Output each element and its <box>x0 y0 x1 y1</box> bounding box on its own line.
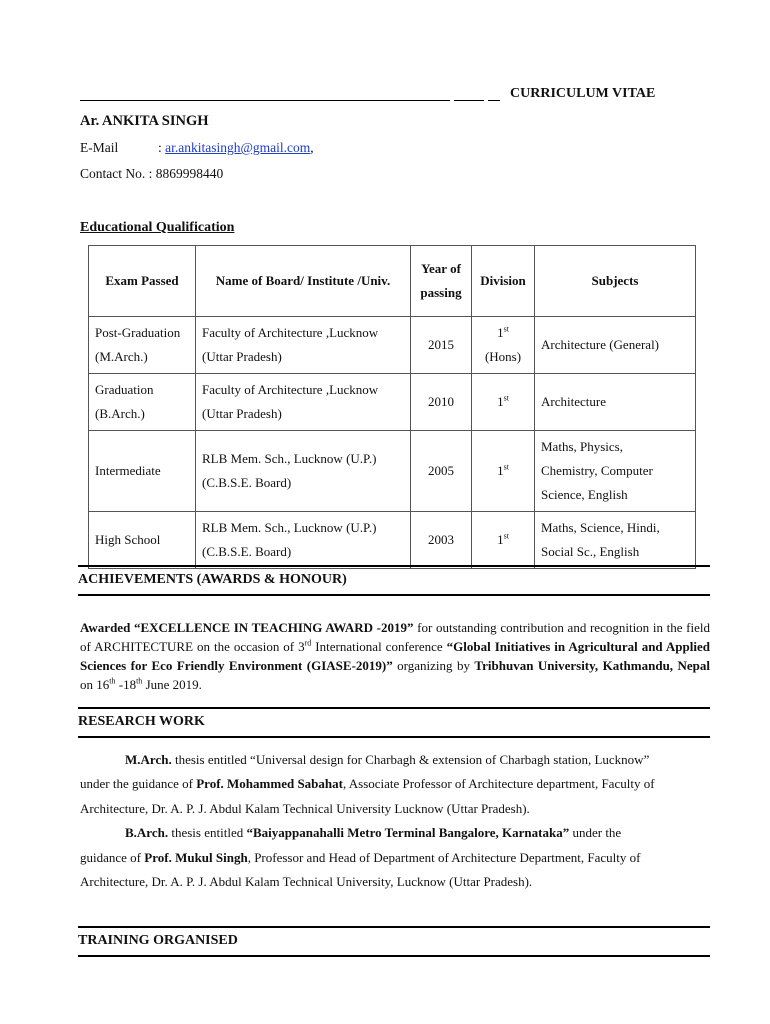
ordinal-suffix: th <box>109 676 116 686</box>
board-name: Faculty of Architecture ,Lucknow <box>202 382 379 397</box>
subjects-cell: Architecture <box>535 374 696 431</box>
achievements-paragraph <box>80 618 710 694</box>
education-heading: Educational Qualification <box>80 220 235 235</box>
table-row <box>89 431 696 512</box>
awarded-label: Awarded <box>80 620 134 635</box>
year-cell: 2010 <box>411 374 472 431</box>
board-type: (C.B.S.E. Board) <box>202 544 292 559</box>
division-cell <box>472 512 535 569</box>
award-date: -18 <box>115 677 137 692</box>
email-suffix: , <box>310 140 314 155</box>
email-label: E-Mail <box>80 140 119 155</box>
research-text: under the guidance of <box>80 776 197 791</box>
board-name: RLB Mem. Sch., Lucknow (U.P.) <box>202 520 377 535</box>
thesis-title: thesis entitled “Universal design for Charbagh & extension of Charbagh station, Lucknow” <box>171 752 650 767</box>
board-type: (C.B.S.E. Board) <box>202 475 292 490</box>
division-suffix: st <box>503 531 509 541</box>
contact-label: Contact No. : <box>80 166 153 181</box>
research-heading: RESEARCH WORK <box>78 707 710 738</box>
division-suffix: st <box>503 324 509 334</box>
header-dash <box>488 100 500 101</box>
year-header-line: passing <box>420 285 462 300</box>
conference-name: “Global Initiatives in Agricultural and Applied Sciences for Eco Friendly Environment (GIASE-2019)” <box>80 639 710 673</box>
table-row <box>89 317 696 374</box>
year-header-line: Year of <box>421 261 461 276</box>
board-cell <box>196 431 411 512</box>
email-separator: : <box>158 140 162 155</box>
thesis-title: “Baiyappanahalli Metro Terminal Bangalore, Karnataka” <box>246 825 570 840</box>
document-title: CURRICULUM VITAE <box>510 86 656 101</box>
subjects-cell <box>535 431 696 512</box>
exam-degree: (B.Arch.) <box>95 406 145 421</box>
training-heading: TRAINING ORGANISED <box>78 926 710 957</box>
division-suffix: st <box>503 462 509 472</box>
guide-name: Prof. Mukul Singh <box>144 850 248 865</box>
subjects-line: Maths, Science, Hindi, <box>541 520 660 535</box>
research-text: , Associate Professor of Architecture department, Faculty of <box>342 776 655 791</box>
research-text: under the <box>569 825 622 840</box>
year-cell: 2015 <box>411 317 472 374</box>
bachelors-thesis-label: B.Arch. <box>125 825 169 840</box>
mastersthesis-label: M.Arch. <box>125 752 172 767</box>
division-value: 1 <box>497 463 504 478</box>
column-header: Division <box>472 246 535 317</box>
subjects-line: Science, English <box>541 487 628 502</box>
ordinal-suffix: th <box>136 676 143 686</box>
header-rule <box>80 100 450 101</box>
subjects-cell <box>535 512 696 569</box>
board-name: Faculty of Architecture ,Lucknow <box>202 325 379 340</box>
table-row <box>89 374 696 431</box>
research-text: thesis entitled <box>168 825 247 840</box>
year-cell: 2003 <box>411 512 472 569</box>
column-header: Subjects <box>535 246 696 317</box>
subjects-cell: Architecture (General) <box>535 317 696 374</box>
division-value: 1 <box>497 325 504 340</box>
award-text: International conference <box>311 639 447 654</box>
division-honours: (Hons) <box>484 349 522 364</box>
research-text: guidance of <box>80 850 145 865</box>
board-name: RLB Mem. Sch., Lucknow (U.P.) <box>202 451 377 466</box>
contact-number: 8869998440 <box>155 166 224 181</box>
award-date: June 2019. <box>142 677 202 692</box>
exam-cell <box>89 374 196 431</box>
ordinal-suffix: rd <box>304 638 312 648</box>
subjects-line: Chemistry, Computer <box>541 463 653 478</box>
board-location: (Uttar Pradesh) <box>202 349 282 364</box>
exam-name: Post-Graduation <box>95 325 181 340</box>
board-cell <box>196 317 411 374</box>
exam-name: Graduation <box>95 382 154 397</box>
research-line <box>80 772 720 797</box>
division-cell <box>472 431 535 512</box>
board-cell <box>196 512 411 569</box>
column-header: Exam Passed <box>89 246 196 317</box>
board-cell <box>196 374 411 431</box>
research-text: , Professor and Head of Department of Architecture Department, Faculty of <box>247 850 641 865</box>
candidate-name: Ar. ANKITA SINGH <box>80 113 209 129</box>
research-line <box>80 821 725 846</box>
division-suffix: st <box>503 393 509 403</box>
guide-name: Prof. Mohammed Sabahat <box>196 776 343 791</box>
education-table <box>88 245 696 569</box>
column-header-year <box>411 246 472 317</box>
division-cell <box>472 317 535 374</box>
achievements-heading: ACHIEVEMENTS (AWARDS & HONOUR) <box>78 565 710 596</box>
award-date: on 16 <box>80 677 110 692</box>
research-line: Architecture, Dr. A. P. J. Abdul Kalam Technical University, Lucknow (Uttar Pradesh). <box>80 874 533 889</box>
board-location: (Uttar Pradesh) <box>202 406 282 421</box>
research-line <box>80 846 720 871</box>
award-text: for outstanding contribution and recognition in the field of ARCHITECTURE on the occasion of 3 <box>80 620 710 654</box>
division-value: 1 <box>497 532 504 547</box>
exam-cell: Intermediate <box>89 431 196 512</box>
header-dash <box>454 100 484 101</box>
university-name: Tribhuvan University, Kathmandu, Nepal <box>474 658 710 673</box>
division-cell <box>472 374 535 431</box>
email-link[interactable]: ar.ankitasingh@gmail.com <box>165 140 311 155</box>
division-value: 1 <box>497 394 504 409</box>
award-text: organizing by <box>392 658 475 673</box>
exam-cell <box>89 317 196 374</box>
contact-row <box>80 166 223 182</box>
table-row <box>89 512 696 569</box>
research-line <box>80 748 725 773</box>
exam-cell: High School <box>89 512 196 569</box>
column-header: Name of Board/ Institute /Univ. <box>196 246 411 317</box>
subjects-line: Maths, Physics, <box>541 439 623 454</box>
exam-degree: (M.Arch.) <box>95 349 148 364</box>
research-line: Architecture, Dr. A. P. J. Abdul Kalam Technical University Lucknow (Uttar Pradesh). <box>80 801 530 816</box>
year-cell: 2005 <box>411 431 472 512</box>
table-header-row <box>89 246 696 317</box>
award-name: “EXCELLENCE IN TEACHING AWARD -2019” <box>133 620 414 635</box>
subjects-line: Social Sc., English <box>541 544 640 559</box>
email-row <box>158 140 314 156</box>
